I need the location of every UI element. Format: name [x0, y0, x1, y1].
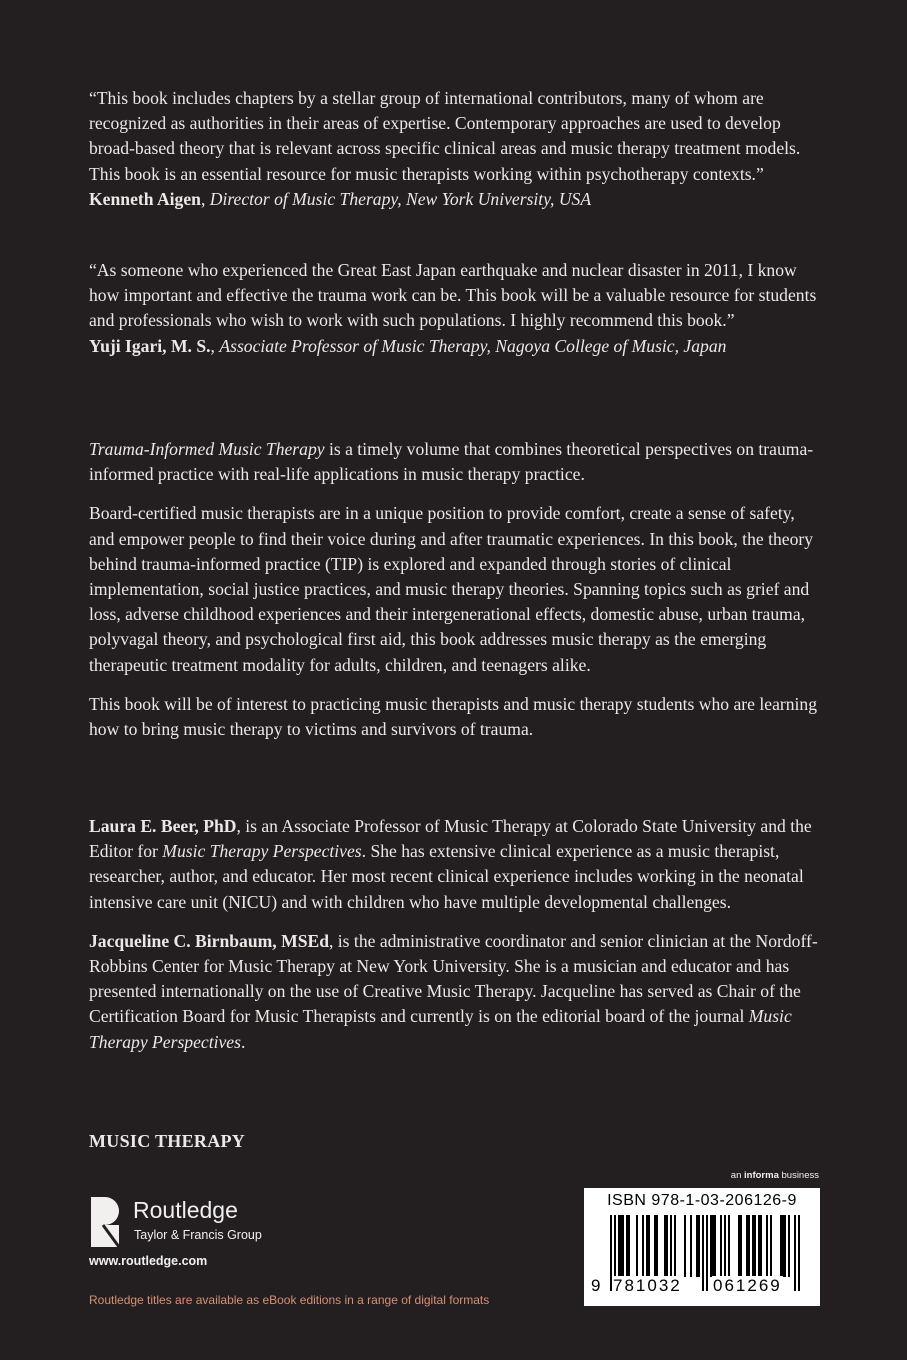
- author-name: Laura E. Beer, PhD: [89, 816, 237, 836]
- routledge-logo-icon: [89, 1195, 123, 1249]
- barcode-bar: [782, 1215, 784, 1277]
- barcode-bar: [666, 1215, 668, 1277]
- barcode-bar: [780, 1215, 782, 1277]
- barcode-bar: [626, 1215, 628, 1277]
- barcode-bar: [798, 1215, 800, 1291]
- barcode-bar: [758, 1215, 760, 1277]
- barcode-bar: [646, 1215, 648, 1277]
- endorsement-quote: “As someone who experienced the Great East Japan earthquake and nuclear disaster in 2011, I know how important and effective the trauma work can be. This book will be a valuable resource for students and professionals who wish to work with such populations. I highly recommend this book.”: [89, 260, 817, 331]
- isbn-barcode: [584, 1188, 820, 1306]
- barcode-bar: [770, 1215, 772, 1277]
- author-name: Jacqueline C. Birnbaum, MSEd: [89, 930, 329, 951]
- barcode-bar: [720, 1215, 722, 1277]
- endorser-title: Director of Music Therapy, New York University, USA: [209, 188, 592, 209]
- barcode-bar: [674, 1215, 676, 1277]
- publisher-logo: [83, 1169, 289, 1251]
- barcode-bar: [620, 1215, 622, 1277]
- barcode-bar: [636, 1215, 638, 1277]
- barcode-bar: [642, 1215, 644, 1277]
- endorsement-attribution: Kenneth Aigen, Director of Music Therapy, New York University, USA: [89, 188, 592, 209]
- back-cover-content: [89, 86, 821, 1052]
- barcode-bar: [740, 1215, 742, 1277]
- publisher-group: Taylor & Francis Group: [134, 1228, 262, 1242]
- barcode-bar: [784, 1215, 786, 1277]
- bio-birnbaum: Jacqueline C. Birnbaum, MSEd, is the administrative coordinator and senior clinician at the Nordoff-Robbins Center for Music Therapy at New York University. She is a musician and educator and has presented internationally on the use of Creative Music Therapy. Jacqueline has served as Chair of the Certification Board for Music Therapists and currently is on the editorial board of the journal Music Therapy Perspectives.: [89, 930, 818, 1052]
- barcode-bar: [728, 1215, 730, 1277]
- bio-beer: Laura E. Beer, PhD, is an Associate Professor of Music Therapy at Colorado State University and the Editor for Music Therapy Perspectives. She has extensive clinical experience as a music therapist, researcher, author, and educator. Her most recent clinical experience includes working in the neonatal intensive care unit (NICU) and with children who have multiple developmental challenges.: [89, 816, 812, 912]
- barcode-bar: [788, 1215, 790, 1277]
- publisher-name: Routledge: [133, 1197, 238, 1223]
- barcode-bar: [690, 1215, 692, 1277]
- endorsement-igari: [89, 258, 821, 359]
- endorser-title: Associate Professor of Music Therapy, Nagoya College of Music, Japan: [219, 335, 727, 356]
- ean-left-group: 781032: [613, 1276, 682, 1295]
- description-paragraph: This book will be of interest to practicing music therapists and music therapy students who are learning how to bring music therapy to victims and survivors of trauma.: [89, 693, 818, 740]
- endorsement-aigen: [89, 86, 821, 212]
- barcode-bar: [618, 1215, 620, 1277]
- barcode-bar: [712, 1215, 714, 1277]
- barcode-bar: [684, 1215, 686, 1277]
- book-title: Trauma-Informed Music Therapy: [89, 439, 325, 459]
- barcode-bar: [754, 1215, 756, 1277]
- ean-first-digit: 9: [591, 1276, 601, 1295]
- endorsement-quote: “This book includes chapters by a stellar group of international contributors, many of whom are recognized as authorities in their areas of expertise. Contemporary approaches are used to develop broad-based theory that is relevant across specific clinical areas and music therapy treatment models. This book is an essential resource for music therapists working within psychotherapy contexts.”: [89, 88, 801, 184]
- endorser-name: Kenneth Aigen: [89, 188, 201, 209]
- endorser-name: Yuji Igari, M. S.: [89, 335, 211, 356]
- barcode-bar: [746, 1215, 748, 1277]
- barcode-bar: [702, 1215, 704, 1291]
- ebook-note: Routledge titles are available as eBook editions in a range of digital formats: [89, 1293, 490, 1307]
- barcode-bar: [760, 1215, 762, 1277]
- informa-tagline: an informa business: [730, 1170, 819, 1181]
- book-description: [89, 437, 821, 756]
- description-paragraph: Trauma-Informed Music Therapy is a timely volume that combines theoretical perspectives on trauma-informed practice with real-life applications in music therapy practice.: [89, 439, 814, 485]
- barcode-bar: [714, 1215, 716, 1277]
- logo-vertical-text: ROUTLEDGE: [83, 1169, 90, 1213]
- barcode-bar: [706, 1215, 708, 1291]
- description-paragraph: Board-certified music therapists are in a unique position to provide comfort, create a sense of safety, and empower people to find their voice during and after traumatic experiences. In this book, the theory behind trauma-informed practice (TIP) is explored and expanded through stories of clinical implementation, social justice practices, and music therapy theories. Spanning topics such as grief and loss, adverse childhood experiences and their intergenerational effects, domestic abuse, urban trauma, polyvagal theory, and psychological first aid, this book addresses music therapy as the emerging therapeutic treatment modality for adults, children, and teenagers alike.: [89, 503, 814, 675]
- barcode-bar: [622, 1215, 624, 1277]
- barcode-bar: [698, 1215, 700, 1277]
- barcode-bar: [696, 1215, 698, 1277]
- barcode-bar: [794, 1215, 796, 1291]
- barcode-bar: [628, 1215, 630, 1277]
- journal-title: Music Therapy Perspectives: [162, 841, 362, 862]
- barcode-bar: [748, 1215, 750, 1277]
- endorsement-attribution: Yuji Igari, M. S., Associate Professor of Music Therapy, Nagoya College of Music, Japan: [89, 335, 727, 356]
- barcode-bar: [654, 1215, 656, 1277]
- barcode-bar: [656, 1215, 658, 1277]
- ean-right-group: 061269: [713, 1276, 782, 1295]
- barcode-bar: [670, 1215, 672, 1277]
- barcode-bar: [664, 1215, 666, 1277]
- barcode-bar: [738, 1215, 740, 1277]
- publisher-url: www.routledge.com: [89, 1254, 208, 1268]
- barcode-bar: [724, 1215, 726, 1277]
- barcode-bar: [752, 1215, 754, 1277]
- subject-category: MUSIC THERAPY: [89, 1131, 246, 1151]
- author-bios: [89, 814, 821, 1069]
- barcode-bar: [648, 1215, 650, 1277]
- journal-title: Music Therapy Perspectives: [89, 1006, 792, 1052]
- barcode-bar: [766, 1215, 768, 1277]
- isbn-label: ISBN 978-1-03-206126-9: [607, 1192, 797, 1209]
- barcode-bar: [710, 1215, 712, 1277]
